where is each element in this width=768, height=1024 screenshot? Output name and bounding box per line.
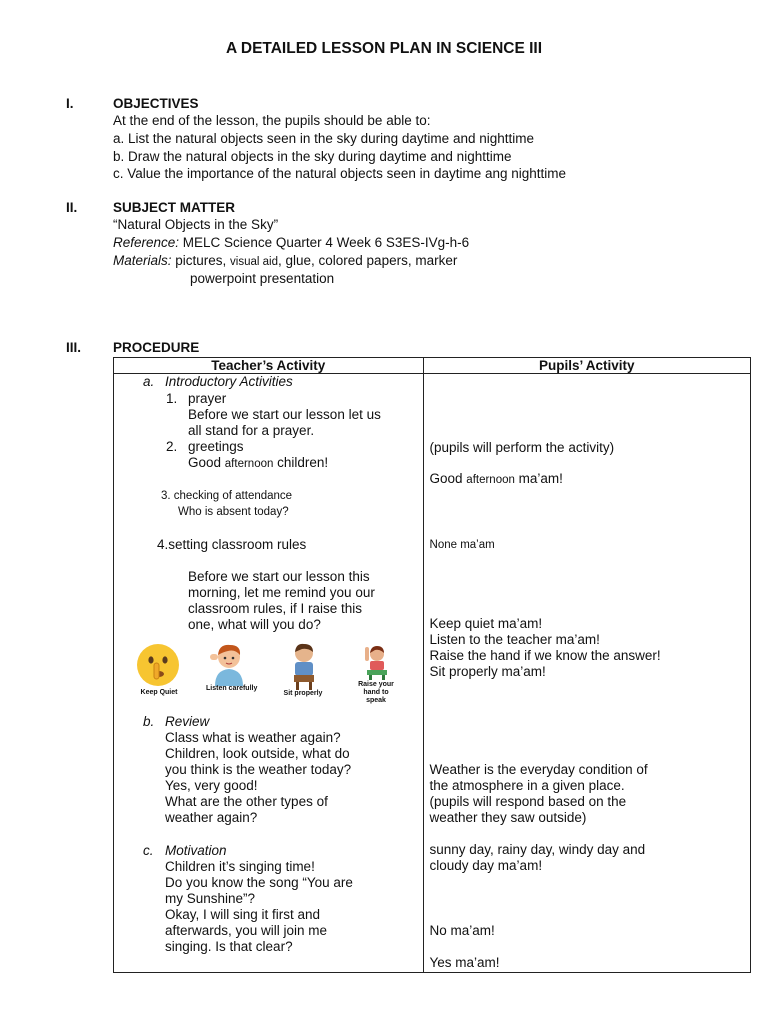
keep-quiet-label: Keep Quiet xyxy=(140,689,178,696)
section-b-title: Review xyxy=(165,714,210,729)
procedure-table xyxy=(113,357,751,973)
teacher-line: afterwards, you will join me xyxy=(165,923,328,938)
pupil-response: cloudy day ma’am! xyxy=(429,858,543,873)
listen-child-icon xyxy=(207,640,251,686)
pupils-activity-cell xyxy=(423,374,750,973)
section-a-title: Introductory Activities xyxy=(165,374,293,389)
objective-item: a. List the natural objects seen in the sky during daytime and nighttime xyxy=(113,131,534,146)
subject-matter-numeral: II. xyxy=(66,200,78,215)
pupil-response: Sit properly ma’am! xyxy=(429,664,546,679)
materials-value: pictures, xyxy=(171,253,231,268)
pupil-response: No ma’am! xyxy=(429,923,495,938)
teacher-line: Who is absent today? xyxy=(178,506,289,518)
teacher-activity-cell xyxy=(114,374,424,973)
materials-value: , glue, colored papers, marker xyxy=(278,253,458,268)
text-part: afternoon xyxy=(224,458,274,470)
attendance-label: 3. checking of attendance xyxy=(161,490,293,502)
text-part: Good xyxy=(429,471,467,486)
text-part: ma’am! xyxy=(514,471,563,486)
pupil-response: Keep quiet ma’am! xyxy=(429,616,543,631)
teacher-line: Children, look outside, what do xyxy=(165,746,350,761)
teacher-line: What are the other types of xyxy=(165,794,328,809)
subject-matter-heading: SUBJECT MATTER xyxy=(113,200,236,215)
materials-label: Materials: xyxy=(113,253,172,268)
teacher-line: all stand for a prayer. xyxy=(188,423,315,438)
teacher-line: Okay, I will sing it first and xyxy=(165,907,321,922)
rules-title: 4.setting classroom rules xyxy=(157,537,307,552)
section-c-title: Motivation xyxy=(165,843,227,858)
section-c-label: c. xyxy=(143,843,154,858)
teacher-line: Before we start our lesson let us xyxy=(188,407,381,422)
procedure-numeral: III. xyxy=(66,340,82,355)
teacher-line: one, what will you do? xyxy=(188,617,321,632)
teacher-activity-header: Teacher’s Activity xyxy=(114,358,424,374)
raise-hand-child-icon xyxy=(362,644,392,680)
pupil-response: (pupils will perform the activity) xyxy=(429,440,615,455)
text-part: children! xyxy=(273,455,329,470)
prayer-label: prayer xyxy=(188,391,227,406)
teacher-line xyxy=(188,455,328,472)
teacher-line: Class what is weather again? xyxy=(165,730,341,745)
teacher-line: my Sunshine”? xyxy=(165,891,256,906)
materials-line xyxy=(113,253,457,268)
prayer-number: 1. xyxy=(166,391,178,406)
text-part: Good xyxy=(188,455,225,470)
greetings-number: 2. xyxy=(166,439,178,454)
sit-properly-child-icon xyxy=(284,642,324,690)
pupil-response: None ma’am xyxy=(429,539,495,551)
objectives-heading: OBJECTIVES xyxy=(113,96,199,111)
pupil-response: the atmosphere in a given place. xyxy=(429,778,625,793)
reference-line xyxy=(113,235,469,250)
reference-label: Reference: xyxy=(113,235,180,250)
pupil-response: sunny day, rainy day, windy day and xyxy=(429,842,646,857)
teacher-line: Children it’s singing time! xyxy=(165,859,315,874)
section-b-label: b. xyxy=(143,714,155,729)
materials-value: visual aid xyxy=(230,256,278,268)
greetings-label: greetings xyxy=(188,439,244,454)
teacher-line: classroom rules, if I raise this xyxy=(188,601,363,616)
raise-hand-label: Raise your hand to speak xyxy=(358,681,394,704)
pupil-response xyxy=(430,471,563,488)
text-part: afternoon xyxy=(466,474,515,486)
keep-quiet-emoji-icon xyxy=(132,643,184,689)
section-a-label: a. xyxy=(143,374,155,389)
listen-label: Listen carefully xyxy=(206,685,258,692)
pupil-response: Yes ma’am! xyxy=(429,955,500,970)
objective-item: b. Draw the natural objects in the sky during daytime and nighttime xyxy=(113,149,512,164)
pupil-response: weather they saw outside) xyxy=(429,810,587,825)
teacher-line: Do you know the song “You are xyxy=(165,875,353,890)
pupil-response: Weather is the everyday condition of xyxy=(429,762,648,777)
teacher-line: Yes, very good! xyxy=(165,778,258,793)
sit-properly-label: Sit properly xyxy=(283,690,323,697)
teacher-line: morning, let me remind you our xyxy=(188,585,375,600)
pupil-response: Raise the hand if we know the answer! xyxy=(429,648,661,663)
teacher-line: singing. Is that clear? xyxy=(165,939,293,954)
objectives-numeral: I. xyxy=(66,96,74,111)
teacher-line: Before we start our lesson this xyxy=(188,569,370,584)
pupils-activity-header: Pupils’ Activity xyxy=(423,358,750,374)
reference-value: MELC Science Quarter 4 Week 6 S3ES-IVg-h-6 xyxy=(179,235,470,250)
objectives-intro: At the end of the lesson, the pupils should be able to: xyxy=(113,113,431,128)
teacher-line: you think is the weather today? xyxy=(165,762,352,777)
pupil-response: (pupils will respond based on the xyxy=(429,794,627,809)
pupil-response: Listen to the teacher ma’am! xyxy=(429,632,600,647)
objective-item: c. Value the importance of the natural objects seen in daytime ang nighttime xyxy=(113,166,567,181)
procedure-heading: PROCEDURE xyxy=(113,340,200,355)
page-title: A DETAILED LESSON PLAN IN SCIENCE III xyxy=(225,40,543,57)
materials-line-2: powerpoint presentation xyxy=(190,271,335,286)
teacher-line: weather again? xyxy=(165,810,258,825)
subject-topic: “Natural Objects in the Sky” xyxy=(113,217,279,232)
